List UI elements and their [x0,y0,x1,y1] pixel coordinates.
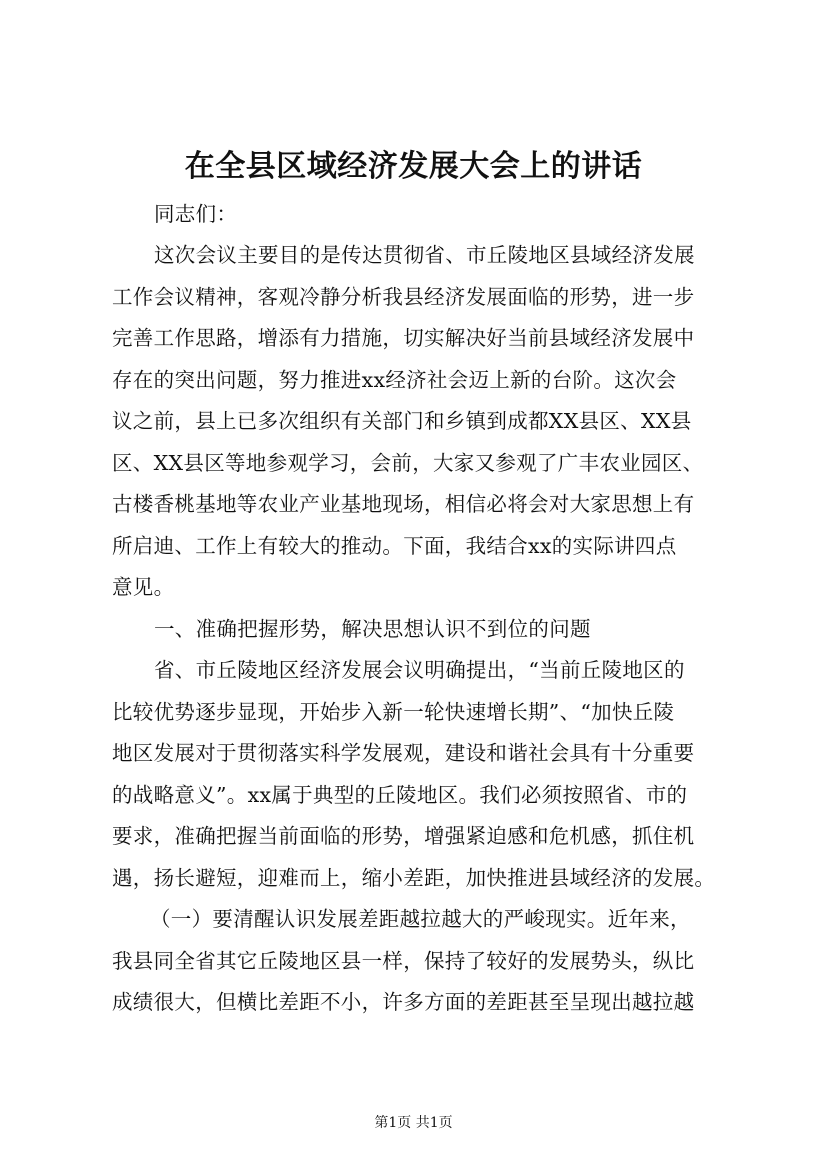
salutation: 同志们： [154,202,238,226]
paragraph-line: 工作会议精神，客观冷静分析我县经济发展面临的形势，进一步 [112,285,695,309]
paragraph-line: 所启迪、工作上有较大的推动。下面，我结合xx的实际讲四点 [112,534,677,558]
paragraph-line: 比较优势逐步显现，开始步入新一轮快速增长期”、“加快丘陵 [112,700,675,724]
paragraph-line: 意见。 [112,575,175,599]
paragraph-line: 存在的突出问题，努力推进xx经济社会迈上新的台阶。这次会 [112,368,677,392]
paragraph-line: 遇，扬长避短，迎难而上，缩小差距，加快推进县域经济的发展。 [112,866,716,890]
paragraph-line: 地区发展对于贯彻落实科学发展观，建设和谐社会具有十分重要 [112,741,695,765]
paragraph-line: 这次会议主要目的是传达贯彻省、市丘陵地区县域经济发展 [154,243,695,267]
paragraph-line: 的战略意义”。xx属于典型的丘陵地区。我们必须按照省、市的 [112,783,688,807]
paragraph-line: 议之前，县上已多次组织有关部门和乡镇到成都XX县区、XX县 [112,409,692,433]
paragraph-line: 区、XX县区等地参观学习，会前，大家又参观了广丰农业园区、 [112,451,704,475]
paragraph-line: 古楼香桃基地等农业产业基地现场，相信必将会对大家思想上有 [112,492,695,516]
paragraph-line: 我县同全省其它丘陵地区县一样，保持了较好的发展势头，纵比 [112,949,695,973]
subsection-line: （一）要清醒认识发展差距越拉越大的严峻现实。近年来， [150,907,691,931]
document-title: 在全县区域经济发展大会上的讲话 [184,149,643,184]
paragraph-line: 省、市丘陵地区经济发展会议明确提出，“当前丘陵地区的 [154,658,685,682]
paragraph-line: 完善工作思路，增添有力措施，切实解决好当前县域经济发展中 [112,326,695,350]
paragraph-line: 要求，准确把握当前面临的形势，增强紧迫感和危机感，抓住机 [112,824,695,848]
paragraph-line: 成绩很大，但横比差距不小，许多方面的差距甚至呈现出越拉越 [112,990,695,1014]
page-footer: 第1页 共1页 [374,1115,453,1131]
section-heading: 一、准确把握形势，解决思想认识不到位的问题 [154,617,591,641]
